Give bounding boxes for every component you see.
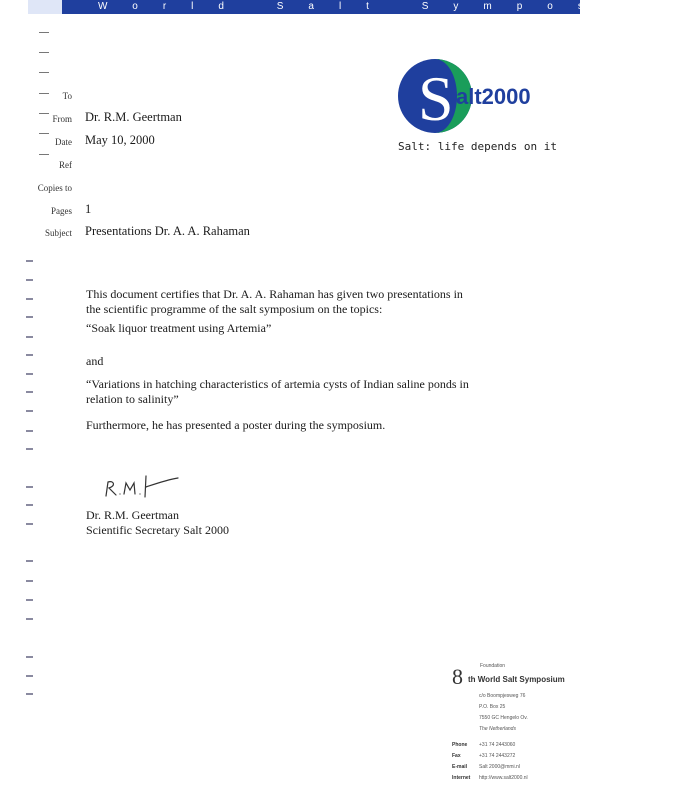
footer-contact-label: Fax (452, 753, 461, 759)
signature-stroke (106, 476, 178, 497)
label-to: To (62, 91, 72, 101)
banner-text: World Salt Symposium (98, 1, 699, 12)
edge-mark (26, 373, 33, 375)
footer-symposium-name: th World Salt Symposium (468, 675, 565, 684)
footer-contact-label: Internet (452, 775, 471, 781)
handwritten-signature (100, 472, 190, 502)
edge-mark (26, 693, 33, 695)
salt2000-logo-graphic (398, 58, 531, 140)
label-copies-to: Copies to (37, 183, 72, 193)
edge-mark (26, 336, 33, 338)
tick (39, 93, 49, 94)
logo-text: alt2000 (456, 84, 531, 109)
edge-mark (26, 675, 33, 677)
edge-mark (26, 618, 33, 620)
edge-mark (26, 391, 33, 393)
edge-mark (26, 279, 33, 281)
edge-mark (26, 560, 33, 562)
edge-mark (26, 316, 33, 318)
footer-address-line: 7550 GC Hengelo Ov. (479, 715, 528, 721)
label-from: From (52, 114, 72, 124)
edge-mark (26, 580, 33, 582)
date-value: May 10, 2000 (85, 133, 155, 147)
header-banner (28, 0, 699, 14)
subject-value: Presentations Dr. A. A. Rahaman (85, 224, 250, 238)
edge-mark (26, 430, 33, 432)
tick (39, 72, 49, 73)
tick (39, 113, 49, 114)
edge-mark (26, 298, 33, 300)
label-date: Date (55, 137, 72, 147)
edge-mark (26, 448, 33, 450)
signoff-title: Scientific Secretary Salt 2000 (86, 523, 229, 537)
body-paragraph-2: Furthermore, he has presented a poster during the symposium. (86, 418, 386, 432)
footer-contact-label: Phone (452, 742, 468, 748)
label-pages: Pages (51, 206, 72, 216)
tick (39, 154, 49, 155)
pages-value: 1 (85, 202, 92, 216)
footer-contact-value: +31 74 2443060 (479, 742, 516, 748)
from-value: Dr. R.M. Geertman (85, 110, 182, 124)
logo-letter-s: S (418, 63, 454, 134)
edge-mark (26, 260, 33, 262)
footer-contact-value: Salt 2000@mmi.nl (479, 764, 520, 770)
tick (39, 133, 49, 134)
footer-address-line: P.O. Box 25 (479, 704, 506, 710)
edge-mark (26, 410, 33, 412)
tick (39, 52, 49, 53)
banner-lead-block (28, 0, 62, 14)
footer-foundation: Foundation (480, 663, 506, 669)
edge-mark (26, 599, 33, 601)
body-paragraph-1: This document certifies that Dr. A. A. Rahaman has given two presentations in the scientific programme of the salt symposium on the topics: (86, 287, 463, 316)
edge-mark (26, 504, 33, 506)
edge-mark (26, 656, 33, 658)
footer-contact-value: http://www.salt2000.nl (479, 775, 528, 781)
edge-mark (26, 523, 33, 525)
footer-address-line: c/o Boompjesweg 76 (479, 693, 526, 699)
tick (39, 32, 49, 33)
footer-symposium-number: 8 (452, 664, 463, 689)
logo-tagline: Salt: life depends on it (398, 140, 557, 153)
label-ref: Ref (59, 160, 72, 170)
edge-mark (26, 486, 33, 488)
body-and: and (86, 354, 104, 368)
body-topic-2: “Variations in hatching characteristics of artemia cysts of Indian saline ponds in relation to salinity” (86, 377, 469, 406)
edge-mark (26, 354, 33, 356)
label-subject: Subject (45, 228, 72, 238)
signoff-name: Dr. R.M. Geertman (86, 508, 179, 522)
footer-contact-value: +31 74 2443272 (479, 753, 516, 759)
body-topic-1: “Soak liquor treatment using Artemia” (86, 321, 272, 335)
footer-address-line: The Netherlands (479, 726, 516, 732)
footer-contact-label: E-mail (452, 764, 468, 770)
